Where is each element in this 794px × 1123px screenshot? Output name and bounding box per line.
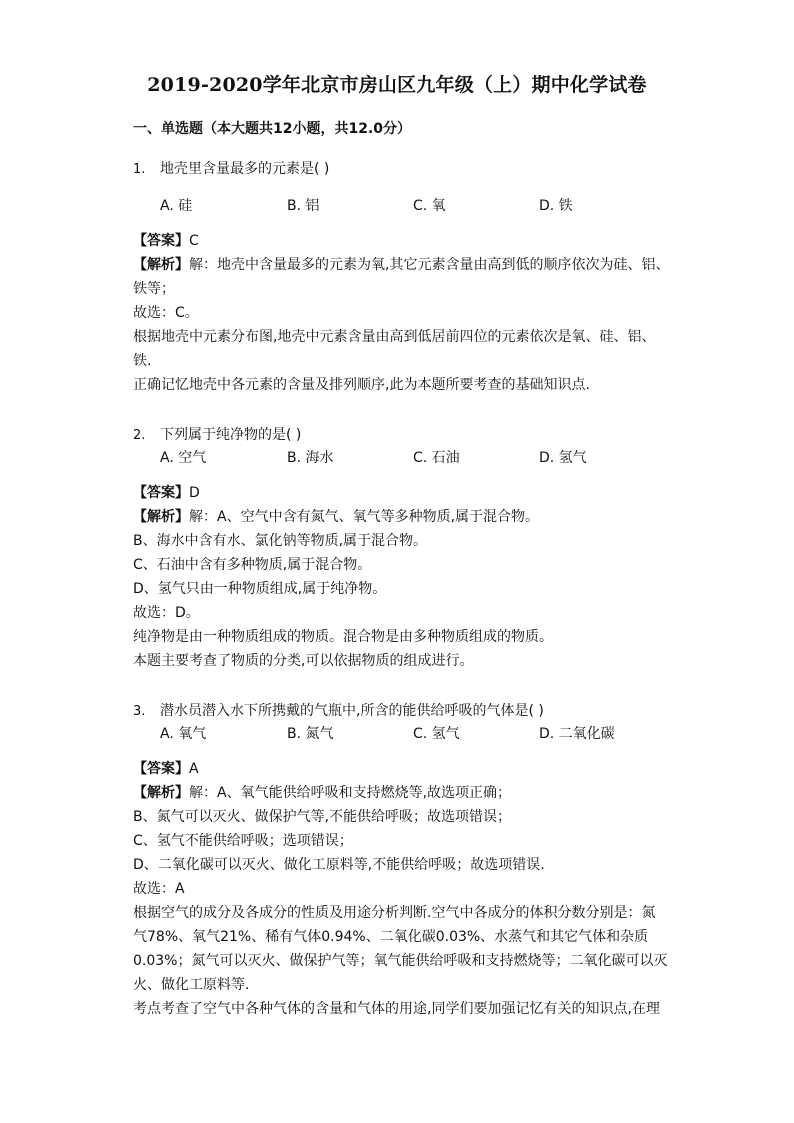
question-3-analysis-line: D、二氧化碳可以灭火、做化工原料等,不能供给呼吸；故选项错误.: [133, 857, 545, 873]
question-2-analysis-line: 故选：D。: [133, 605, 200, 621]
answer-value: A: [189, 761, 199, 777]
question-2-option-c: C. 石油: [413, 450, 460, 466]
question-1-option-b: B. 铝: [287, 198, 320, 214]
question-2-answer: [133, 484, 200, 502]
question-1-analysis-line: 铁等；: [133, 281, 175, 297]
question-2-analysis-line: 【解析】解：A、空气中含有氮气、氧气等多种物质,属于混合物。: [133, 509, 540, 525]
analysis-label: 【解析】: [133, 509, 189, 525]
question-1-analysis-line: 根据地壳中元素分布图,地壳中元素含量由高到低居前四位的元素依次是氧、硅、铝、: [133, 329, 656, 345]
question-3-analysis-line: 故选：A: [133, 881, 185, 897]
answer-label: 【答案】: [133, 485, 189, 501]
question-1-option-a: A. 硅: [160, 198, 193, 214]
section-heading: 一、单选题（本大题共12小题，共12.0分）: [133, 121, 412, 137]
question-2-option-b: B. 海水: [287, 450, 334, 466]
question-3-option-b: B. 氮气: [287, 726, 334, 742]
question-3-analysis-line: 【解析】解：A、氧气能供给呼吸和支持燃烧等,故选项正确；: [133, 785, 512, 801]
answer-value: C: [189, 233, 199, 249]
question-2-option-d: D. 氢气: [539, 450, 587, 466]
question-1-analysis-line: 【解析】解：地壳中含量最多的元素为氧,其它元素含量由高到低的顺序依次为硅、铝、: [133, 257, 670, 273]
question-2-analysis-line: B、海水中含有水、氯化钠等物质,属于混合物。: [133, 533, 428, 549]
question-1-analysis-line: 故选：C。: [133, 305, 199, 321]
question-3-option-d: D. 二氧化碳: [539, 726, 615, 742]
question-1-option-c: C. 氧: [413, 198, 446, 214]
question-3-analysis-line: C、氢气不能供给呼吸；选项错误；: [133, 833, 353, 849]
page-title: 2019-2020学年北京市房山区九年级（上）期中化学试卷: [147, 74, 647, 96]
question-1-analysis-line: 正确记忆地壳中各元素的含量及排列顺序,此为本题所要考查的基础知识点.: [133, 377, 590, 393]
question-2-analysis-line: 纯净物是由一种物质组成的物质。混合物是由多种物质组成的物质。: [133, 629, 553, 645]
question-3-analysis-line: 考点考查了空气中各种气体的含量和气体的用途,同学们要加强记忆有关的知识点,在理: [133, 1001, 660, 1017]
analysis-label: 【解析】: [133, 257, 189, 273]
question-1-option-d: D. 铁: [539, 198, 573, 214]
question-3-analysis-line: 火、做化工原料等.: [133, 977, 250, 993]
question-2-option-a: A. 空气: [160, 450, 207, 466]
analysis-label: 【解析】: [133, 785, 189, 801]
question-3-analysis-line: 气78%、氧气21%、稀有气体0.94%、二氧化碳0.03%、水蒸气和其它气体和杂质: [133, 929, 649, 945]
question-3-analysis-line: 根据空气的成分及各成分的性质及用途分析判断.空气中各成分的体积分数分别是：氮: [133, 905, 656, 921]
question-3-analysis-line: B、氮气可以灭火、做保护气等,不能供给呼吸；故选项错误；: [133, 809, 512, 825]
question-1-text: 地壳里含量最多的元素是( ): [160, 161, 330, 177]
question-1-number: 1.: [133, 162, 146, 177]
answer-label: 【答案】: [133, 233, 189, 249]
question-1-analysis-line: 铁.: [133, 353, 152, 369]
answer-value: D: [189, 485, 200, 501]
question-3-answer: [133, 760, 199, 778]
question-3-text: 潜水员潜入水下所携戴的气瓶中,所含的能供给呼吸的气体是( ): [160, 703, 544, 719]
question-2-analysis-line: C、石油中含有多种物质,属于混合物。: [133, 557, 372, 573]
question-2-text: 下列属于纯净物的是( ): [160, 427, 302, 443]
question-3-number: 3.: [133, 704, 146, 719]
question-3-option-c: C. 氢气: [413, 726, 460, 742]
question-3-analysis-line: 0.03%；氮气可以灭火、做保护气等；氧气能供给呼吸和支持燃烧等；二氧化碳可以灭: [133, 953, 668, 969]
question-2-analysis-line: 本题主要考查了物质的分类,可以依据物质的组成进行。: [133, 653, 474, 669]
question-2-analysis-line: D、氢气只由一种物质组成,属于纯净物。: [133, 581, 387, 597]
question-1-answer: [133, 232, 199, 250]
question-2-number: 2.: [133, 428, 146, 443]
answer-label: 【答案】: [133, 761, 189, 777]
question-3-option-a: A. 氧气: [160, 726, 207, 742]
